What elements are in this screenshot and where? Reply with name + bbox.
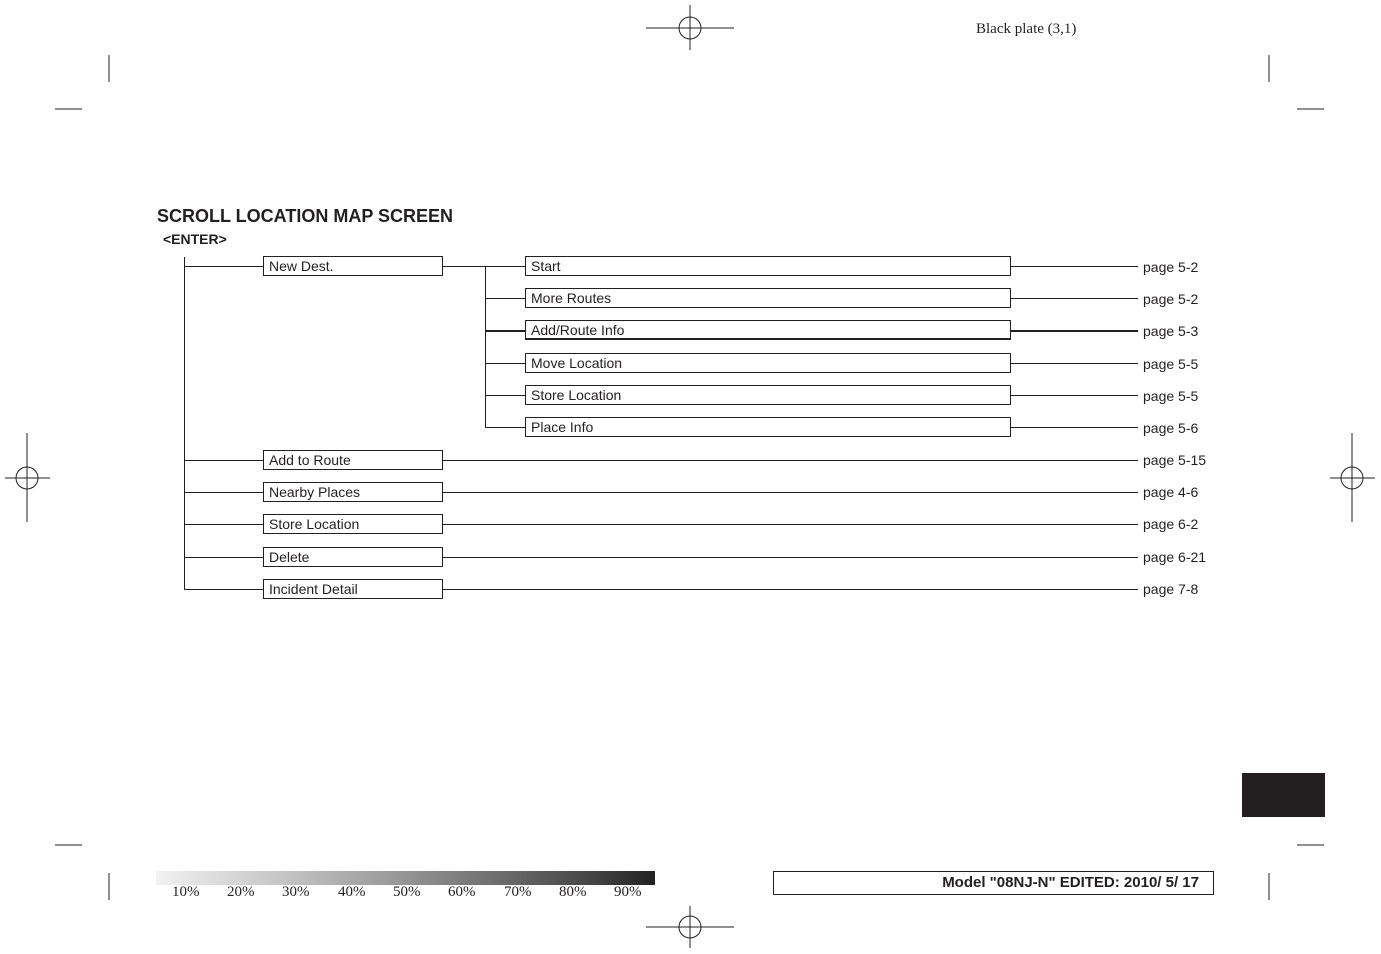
scale-label: 40% <box>338 884 366 900</box>
page-ref: page 5-5 <box>1143 356 1199 372</box>
page-ref: page 5-15 <box>1143 452 1207 468</box>
model-info: Model "08NJ-N" EDITED: 2010/ 5/ 17 <box>773 871 1214 895</box>
page-ref: page 5-5 <box>1143 388 1199 404</box>
page-ref: page 5-2 <box>1143 291 1199 307</box>
scale-label: 90% <box>614 884 642 900</box>
store-location-button[interactable]: Store Location <box>263 514 443 534</box>
tone-scale-bar <box>156 871 655 885</box>
scale-label: 10% <box>172 884 200 900</box>
enter-label: <ENTER> <box>163 231 227 247</box>
place-info-button[interactable]: Place Info <box>525 417 1011 437</box>
page-ref: page 5-2 <box>1143 259 1199 275</box>
page-ref: page 5-6 <box>1143 420 1199 436</box>
incident-detail-button[interactable]: Incident Detail <box>263 579 443 599</box>
page-ref: page 6-2 <box>1143 516 1199 532</box>
branch-line <box>485 266 486 428</box>
more-routes-button[interactable]: More Routes <box>525 288 1011 308</box>
new-dest-button[interactable]: New Dest. <box>263 256 443 276</box>
scale-label: 60% <box>448 884 476 900</box>
add-to-route-button[interactable]: Add to Route <box>263 450 443 470</box>
delete-button[interactable]: Delete <box>263 547 443 567</box>
page-title: SCROLL LOCATION MAP SCREEN <box>157 206 454 226</box>
trunk-line <box>184 257 185 590</box>
page-ref: page 6-21 <box>1143 549 1207 565</box>
add-route-info-button[interactable]: Add/Route Info <box>525 320 1011 340</box>
page-ref: page 5-3 <box>1143 323 1199 339</box>
plate-label: Black plate (3,1) <box>976 21 1077 37</box>
scale-label: 20% <box>227 884 255 900</box>
scale-label: 30% <box>282 884 310 900</box>
store-location-sub-button[interactable]: Store Location <box>525 385 1011 405</box>
section-tab <box>1242 773 1325 817</box>
page-ref: page 7-8 <box>1143 581 1199 597</box>
scale-label: 50% <box>393 884 421 900</box>
scale-label: 80% <box>559 884 587 900</box>
move-location-button[interactable]: Move Location <box>525 353 1011 373</box>
page-ref: page 4-6 <box>1143 484 1199 500</box>
start-button[interactable]: Start <box>525 256 1011 276</box>
nearby-places-button[interactable]: Nearby Places <box>263 482 443 502</box>
scale-label: 70% <box>504 884 532 900</box>
